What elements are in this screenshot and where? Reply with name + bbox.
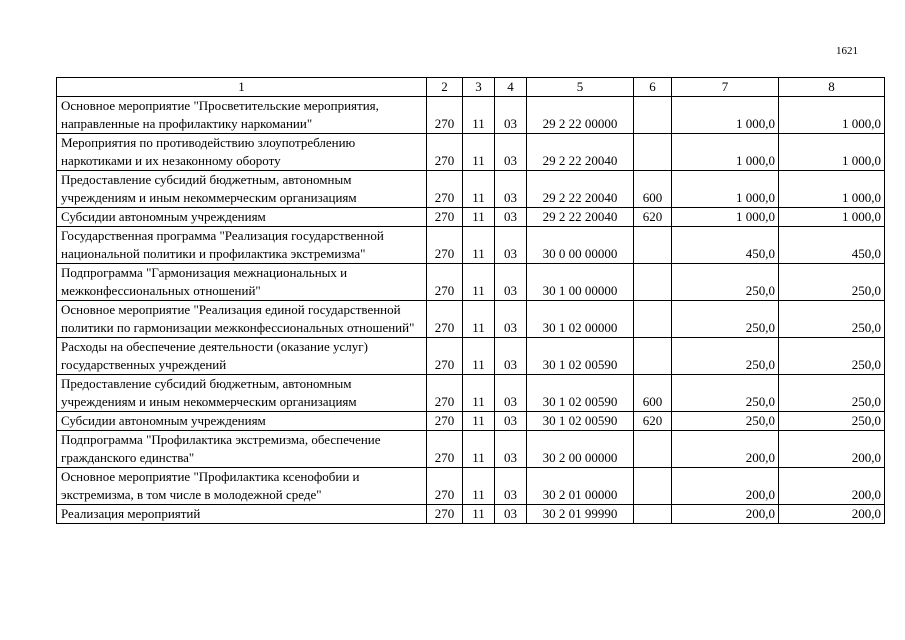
row-subsection: 03 [495,505,527,524]
row-target-code: 29 2 22 20040 [527,208,634,227]
row-subsection: 03 [495,301,527,338]
row-name: Реализация мероприятий [57,505,427,524]
column-header: 7 [672,78,779,97]
row-admin-code: 270 [427,301,463,338]
row-admin-code: 270 [427,468,463,505]
row-amount-year2: 250,0 [779,264,885,301]
column-header: 2 [427,78,463,97]
row-admin-code: 270 [427,375,463,412]
row-expense-type: 600 [634,375,672,412]
row-amount-year2: 250,0 [779,338,885,375]
table-row [57,468,885,505]
row-section: 11 [463,208,495,227]
row-section: 11 [463,134,495,171]
table-row [57,97,885,134]
row-expense-type [634,301,672,338]
row-amount-year2: 250,0 [779,412,885,431]
column-header: 4 [495,78,527,97]
row-amount-year2: 250,0 [779,301,885,338]
column-header: 8 [779,78,885,97]
row-target-code: 30 1 02 00590 [527,375,634,412]
row-subsection: 03 [495,375,527,412]
row-subsection: 03 [495,468,527,505]
row-amount-year2: 1 000,0 [779,171,885,208]
row-admin-code: 270 [427,431,463,468]
table-body [57,97,885,524]
column-header: 5 [527,78,634,97]
row-subsection: 03 [495,338,527,375]
row-subsection: 03 [495,227,527,264]
row-expense-type [634,97,672,134]
table-row [57,208,885,227]
row-target-code: 30 1 02 00000 [527,301,634,338]
row-subsection: 03 [495,264,527,301]
row-section: 11 [463,171,495,208]
table-row [57,431,885,468]
row-subsection: 03 [495,431,527,468]
row-expense-type [634,227,672,264]
row-name: Субсидии автономным учреждениям [57,208,427,227]
row-amount-year1: 250,0 [672,301,779,338]
table-row [57,171,885,208]
row-target-code: 29 2 22 20040 [527,171,634,208]
row-target-code: 29 2 22 00000 [527,97,634,134]
row-amount-year1: 200,0 [672,505,779,524]
row-target-code: 30 2 01 00000 [527,468,634,505]
row-amount-year2: 200,0 [779,505,885,524]
row-subsection: 03 [495,171,527,208]
row-section: 11 [463,431,495,468]
row-amount-year2: 250,0 [779,375,885,412]
row-amount-year1: 250,0 [672,375,779,412]
row-admin-code: 270 [427,338,463,375]
row-section: 11 [463,375,495,412]
row-name: Предоставление субсидий бюджетным, автономным учреждениям и иным некоммерческим организациям [57,375,427,412]
row-section: 11 [463,338,495,375]
row-amount-year2: 450,0 [779,227,885,264]
table-row [57,227,885,264]
row-amount-year1: 1 000,0 [672,171,779,208]
row-target-code: 30 1 00 00000 [527,264,634,301]
row-name: Мероприятия по противодействию злоупотреблению наркотиками и их незаконному обороту [57,134,427,171]
row-section: 11 [463,264,495,301]
table-row [57,301,885,338]
row-section: 11 [463,412,495,431]
row-amount-year2: 1 000,0 [779,134,885,171]
row-admin-code: 270 [427,412,463,431]
row-expense-type [634,468,672,505]
row-amount-year1: 1 000,0 [672,97,779,134]
row-name: Основное мероприятие "Просветительские мероприятия, направленные на профилактику наркомании" [57,97,427,134]
row-section: 11 [463,468,495,505]
row-section: 11 [463,97,495,134]
row-admin-code: 270 [427,171,463,208]
row-admin-code: 270 [427,134,463,171]
row-expense-type: 620 [634,208,672,227]
row-admin-code: 270 [427,227,463,264]
row-amount-year2: 1 000,0 [779,97,885,134]
row-expense-type [634,134,672,171]
row-name: Основное мероприятие "Профилактика ксенофобии и экстремизма, в том числе в молодежной среде" [57,468,427,505]
row-target-code: 30 2 00 00000 [527,431,634,468]
row-amount-year1: 1 000,0 [672,208,779,227]
row-amount-year1: 250,0 [672,338,779,375]
row-admin-code: 270 [427,208,463,227]
row-name: Государственная программа "Реализация государственной национальной политики и профилактика экстремизма" [57,227,427,264]
row-amount-year2: 200,0 [779,431,885,468]
row-amount-year1: 450,0 [672,227,779,264]
row-admin-code: 270 [427,264,463,301]
row-target-code: 30 0 00 00000 [527,227,634,264]
table-row [57,412,885,431]
row-target-code: 30 1 02 00590 [527,412,634,431]
row-name: Основное мероприятие "Реализация единой государственной политики по гармонизации межконфессиональных отношений" [57,301,427,338]
row-subsection: 03 [495,208,527,227]
row-expense-type [634,431,672,468]
row-section: 11 [463,301,495,338]
row-amount-year1: 250,0 [672,412,779,431]
row-target-code: 29 2 22 20040 [527,134,634,171]
row-subsection: 03 [495,412,527,431]
row-amount-year1: 200,0 [672,431,779,468]
row-amount-year1: 1 000,0 [672,134,779,171]
table-row [57,264,885,301]
table-row [57,134,885,171]
row-name: Расходы на обеспечение деятельности (оказание услуг) государственных учреждений [57,338,427,375]
row-section: 11 [463,227,495,264]
row-subsection: 03 [495,97,527,134]
row-name: Субсидии автономным учреждениям [57,412,427,431]
row-target-code: 30 1 02 00590 [527,338,634,375]
table-row [57,505,885,524]
row-name: Подпрограмма "Гармонизация межнациональных и межконфессиональных отношений" [57,264,427,301]
row-name: Подпрограмма "Профилактика экстремизма, обеспечение гражданского единства" [57,431,427,468]
row-amount-year1: 200,0 [672,468,779,505]
column-header: 3 [463,78,495,97]
row-expense-type: 620 [634,412,672,431]
row-expense-type [634,338,672,375]
row-subsection: 03 [495,134,527,171]
row-expense-type: 600 [634,171,672,208]
row-section: 11 [463,505,495,524]
row-target-code: 30 2 01 99990 [527,505,634,524]
row-admin-code: 270 [427,97,463,134]
row-admin-code: 270 [427,505,463,524]
page-number: 1621 [836,45,858,57]
table-header-row [57,78,885,97]
row-amount-year2: 200,0 [779,468,885,505]
table-row [57,338,885,375]
row-name: Предоставление субсидий бюджетным, автономным учреждениям и иным некоммерческим организациям [57,171,427,208]
row-expense-type [634,264,672,301]
row-expense-type [634,505,672,524]
budget-table [56,77,885,524]
column-header: 1 [57,78,427,97]
row-amount-year1: 250,0 [672,264,779,301]
row-amount-year2: 1 000,0 [779,208,885,227]
table-row [57,375,885,412]
column-header: 6 [634,78,672,97]
